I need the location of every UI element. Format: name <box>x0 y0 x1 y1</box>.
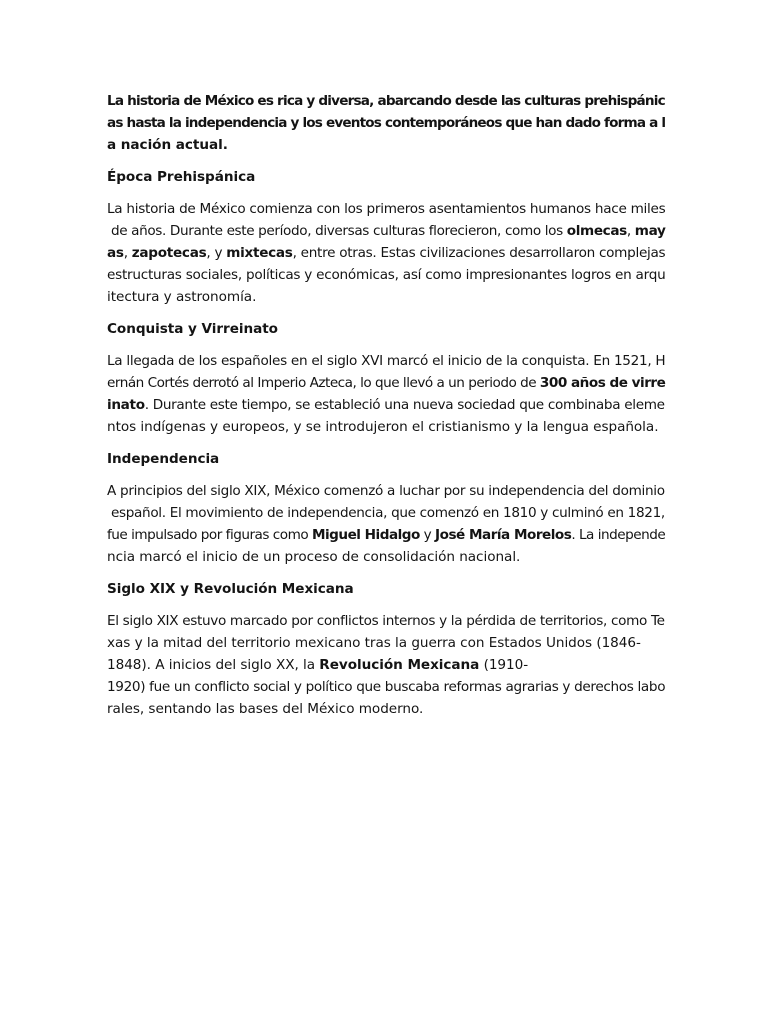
text-run: El siglo XIX estuvo marcado por conflictos internos y la pérdida de territorios, como Te <box>107 613 665 629</box>
section-heading <box>107 318 665 340</box>
text-line <box>107 350 665 372</box>
text-line <box>107 632 665 654</box>
body-paragraph <box>107 198 665 308</box>
bold-text: olmecas <box>566 223 627 239</box>
block-spacer <box>107 308 665 318</box>
block-spacer <box>107 438 665 448</box>
bold-text: zapotecas <box>131 245 207 261</box>
text-run: de años. Durante este período, diversas culturas florecieron, como los <box>107 223 567 239</box>
block-spacer <box>107 188 665 198</box>
text-line <box>107 90 665 112</box>
bold-text: mixtecas <box>226 245 293 261</box>
body-paragraph <box>107 480 665 568</box>
bold-text: 300 años de virre <box>539 375 666 391</box>
intro-paragraph <box>107 90 665 156</box>
text-line <box>107 198 665 220</box>
text-line <box>107 286 665 308</box>
text-line <box>107 166 665 188</box>
text-line <box>107 480 665 502</box>
text-line <box>107 416 665 438</box>
text-run: ernán Cortés derrotó al Imperio Azteca, lo que llevó a un periodo de <box>107 375 540 391</box>
text-line <box>107 610 665 632</box>
block-spacer <box>107 568 665 578</box>
block-spacer <box>107 340 665 350</box>
text-run: estructuras sociales, políticas y económicas, así como impresionantes logros en arqu <box>107 267 666 283</box>
body-paragraph <box>107 350 665 438</box>
text-run: 1848). A inicios del siglo XX, la <box>107 657 320 673</box>
text-line <box>107 546 665 568</box>
text-run: , entre otras. Estas civilizaciones desarrollaron complejas <box>292 245 666 261</box>
text-run: xas y la mitad del territorio mexicano tras la guerra con Estados Unidos (1846- <box>107 635 641 651</box>
bold-text: Siglo XIX y Revolución Mexicana <box>107 581 354 597</box>
text-line <box>107 264 665 286</box>
block-spacer <box>107 156 665 166</box>
text-line <box>107 112 665 134</box>
bold-text: inato <box>107 397 145 413</box>
bold-text: La historia de México es rica y diversa, abarcando desde las culturas prehispánic <box>107 93 665 109</box>
bold-text: Miguel Hidalgo <box>311 527 420 543</box>
text-line <box>107 242 665 264</box>
text-line <box>107 394 665 416</box>
text-line <box>107 372 665 394</box>
document-page <box>107 90 665 720</box>
block-spacer <box>107 470 665 480</box>
text-run: , <box>123 245 132 261</box>
bold-text: as hasta la independencia y los eventos contemporáneos que han dado forma a l <box>107 115 666 131</box>
bold-text: Época Prehispánica <box>107 169 256 185</box>
bold-text: José María Morelos <box>435 527 572 543</box>
text-run: español. El movimiento de independencia, que comenzó en 1810 y culminó en 1821, <box>107 505 665 521</box>
bold-text: Revolución Mexicana <box>319 657 480 673</box>
bold-text: a nación actual. <box>107 137 228 153</box>
text-run: itectura y astronomía. <box>107 289 257 305</box>
body-paragraph <box>107 610 665 720</box>
text-line <box>107 698 665 720</box>
text-run: La historia de México comienza con los primeros asentamientos humanos hace miles <box>107 201 666 217</box>
text-run: fue impulsado por figuras como <box>107 527 312 543</box>
text-line <box>107 318 665 340</box>
text-line <box>107 448 665 470</box>
text-run: La llegada de los españoles en el siglo XVI marcó el inicio de la conquista. En 1521, H <box>107 353 666 369</box>
text-run: y <box>419 527 436 543</box>
section-heading <box>107 166 665 188</box>
text-line <box>107 134 665 156</box>
text-run: . Durante este tiempo, se estableció una nueva sociedad que combinaba eleme <box>144 397 665 413</box>
text-run: 1920) fue un conflicto social y político que buscaba reformas agrarias y derechos labo <box>107 679 666 695</box>
text-line <box>107 220 665 242</box>
text-line <box>107 524 665 546</box>
text-run: ntos indígenas y europeos, y se introdujeron el cristianismo y la lengua española. <box>107 419 659 435</box>
text-line <box>107 578 665 600</box>
section-heading <box>107 448 665 470</box>
bold-text: Conquista y Virreinato <box>107 321 278 337</box>
bold-text: Independencia <box>107 451 220 467</box>
block-spacer <box>107 600 665 610</box>
text-run: ncia marcó el inicio de un proceso de consolidación nacional. <box>107 549 521 565</box>
text-run: rales, sentando las bases del México moderno. <box>107 701 424 717</box>
text-run: (1910- <box>479 657 529 673</box>
text-run: , y <box>206 245 227 261</box>
text-run: A principios del siglo XIX, México comenzó a luchar por su independencia del dominio <box>107 483 665 499</box>
section-heading <box>107 578 665 600</box>
text-line <box>107 676 665 698</box>
text-run: . La independe <box>571 527 666 543</box>
text-line <box>107 502 665 524</box>
text-line <box>107 654 665 676</box>
text-run: , <box>626 223 635 239</box>
bold-text: as <box>107 245 124 261</box>
bold-text: may <box>634 223 666 239</box>
